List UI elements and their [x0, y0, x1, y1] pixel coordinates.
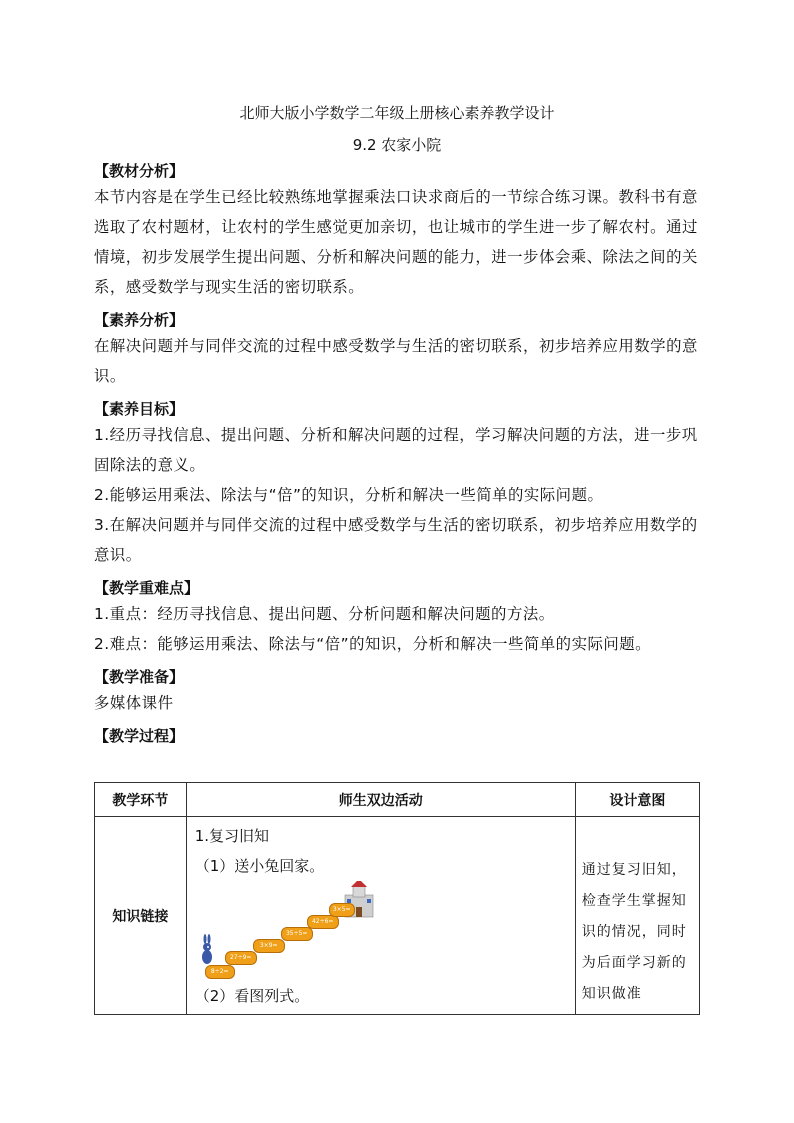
- section-paragraph: 在解决问题并与同伴交流的过程中感受数学与生活的密切联系，初步培养应用数学的意识。: [94, 337, 698, 385]
- section-paragraph: 多媒体课件: [94, 694, 174, 712]
- section-heading: 【教学重难点】: [94, 579, 200, 597]
- table-header-cell: 师生双边活动: [186, 783, 575, 817]
- document-title: 北师大版小学数学二年级上册核心素养教学设计: [239, 104, 555, 122]
- section-heading: 【素养目标】: [94, 400, 185, 418]
- activity-cell: [186, 817, 575, 1015]
- intent-cell: 通过复习旧知，检查学生掌握知识的情况，同时为后面学习新的知识做准: [575, 817, 699, 1015]
- table-row: [95, 817, 700, 1015]
- teaching-process-table: [94, 782, 700, 1015]
- activity-line: （2）看图列式。: [194, 987, 310, 1005]
- section-paragraph: 1.重点：经历寻找信息、提出问题、分析问题和解决问题的方法。: [94, 605, 555, 623]
- rabbit-stairs-illustration: [195, 881, 385, 981]
- stair-step: 35÷5=: [281, 927, 313, 941]
- section-heading: 【教材分析】: [94, 162, 185, 180]
- section-paragraph: 2.难点：能够运用乘法、除法与“倍”的知识，分析和解决一些简单的实际问题。: [94, 635, 652, 653]
- stair-step: 27÷9=: [225, 951, 257, 965]
- section-paragraph: 3.在解决问题并与同伴交流的过程中感受数学与生活的密切联系，初步培养应用数学的意识。: [94, 516, 698, 564]
- section-heading: 【教学过程】: [94, 727, 185, 745]
- table-header-row: [95, 783, 700, 817]
- stair-step: 42÷6=: [307, 915, 339, 929]
- document-body: [94, 160, 706, 747]
- stage-cell: 知识链接: [95, 817, 187, 1015]
- activity-line: 1.复习旧知: [194, 827, 270, 845]
- table-header-cell: 教学环节: [95, 783, 187, 817]
- section-paragraph: 1.经历寻找信息、提出问题、分析和解决问题的过程，学习解决问题的方法，进一步巩固除法的意义。: [94, 426, 698, 474]
- stair-step: 8÷2=: [205, 965, 235, 979]
- section-heading: 【教学准备】: [94, 668, 185, 686]
- section-paragraph: 本节内容是在学生已经比较熟练地掌握乘法口诀求商后的一节综合练习课。教科书有意选取了农村题材，让农村的学生感觉更加亲切，也让城市的学生进一步了解农村。通过情境，初步发展学生提出问题、分析和解决问题的能力，进一步体会乘、除法之间的关系，感受数学与现实生活的密切联系。: [94, 188, 698, 296]
- table-header-cell: 设计意图: [575, 783, 699, 817]
- activity-line: （1）送小兔回家。: [194, 857, 325, 875]
- stair-step: 3×5=: [329, 903, 355, 917]
- stair-step: 3×9=: [253, 939, 285, 953]
- section-heading: 【素养分析】: [94, 311, 185, 329]
- document-subtitle: 9.2 农家小院: [352, 136, 442, 154]
- section-paragraph: 2.能够运用乘法、除法与“倍”的知识，分析和解决一些简单的实际问题。: [94, 486, 604, 504]
- rabbit-icon: [202, 934, 212, 964]
